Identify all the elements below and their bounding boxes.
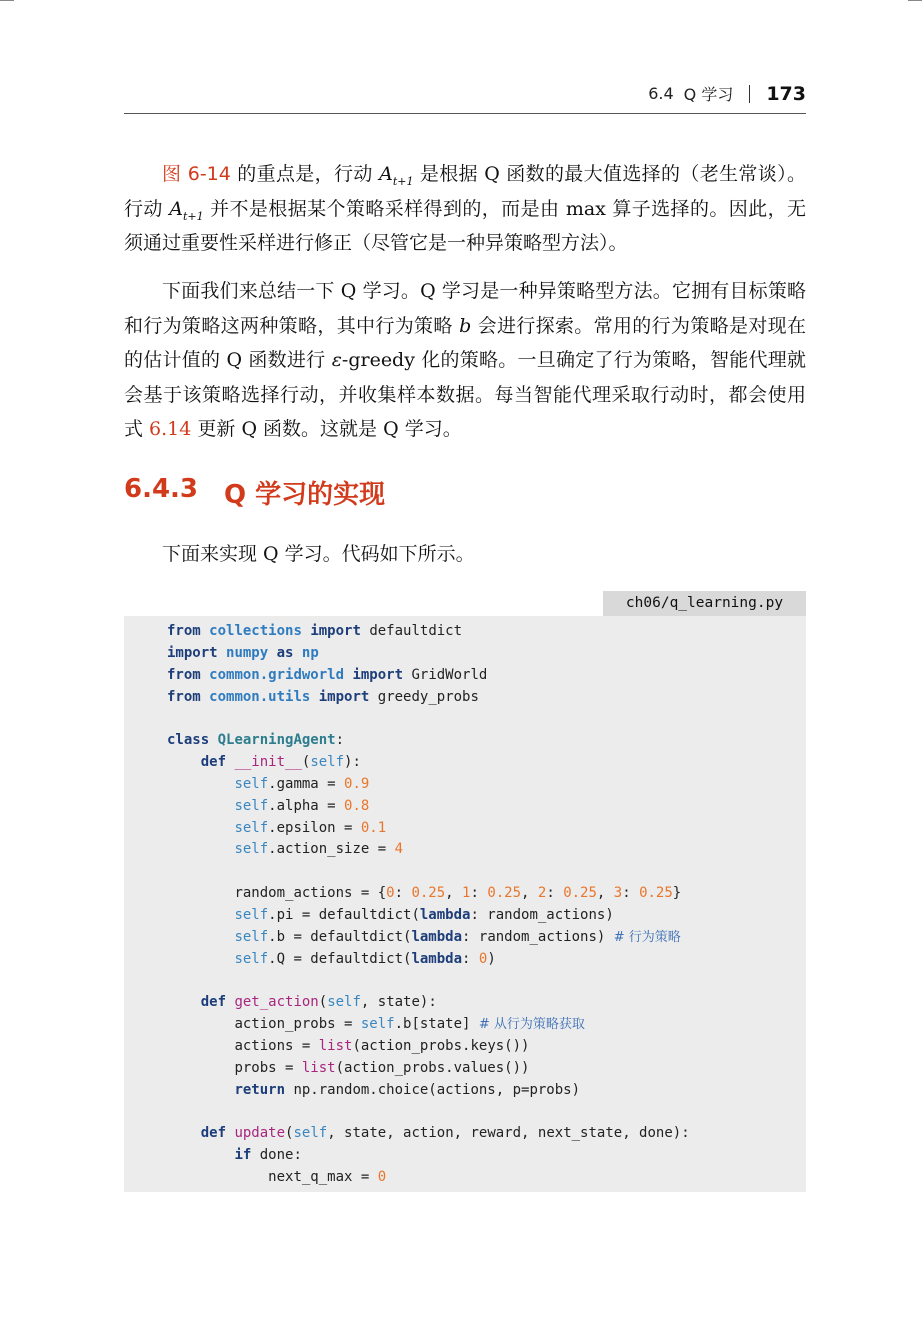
code-line: class QLearningAgent: (167, 732, 345, 749)
variable-a-2-subscript: t+1 (183, 209, 204, 223)
variable-a-2: A (169, 197, 183, 220)
paragraph-2-text-c: -greedy 化的策略。一旦确定了行为策略，智能代理就会基于该策略选择行动，并收集样本数据。每当智能代理采取行动时，都会使用式 (124, 349, 806, 440)
paragraph-2-text-a: 下面我们来总结一下 Q 学习。Q 学习是一种异策略型方法。它拥有目标策略和行为策略这两种策略，其中行为策略 (124, 280, 806, 337)
code-line: def get_action(self, state): (200, 994, 437, 1011)
paragraph-1-text-b: 是根据 Q 函数的最大值选择的（老生常谈）。行动 (124, 163, 806, 220)
variable-b: b (459, 314, 472, 337)
code-line: from collections import defaultdict (167, 623, 463, 639)
variable-a-subscript: t+1 (392, 174, 414, 188)
crop-mark-left (0, 0, 14, 1)
code-line: return np.random.choice(actions, p=probs) (234, 1081, 581, 1098)
header-section: 6.4 (648, 84, 674, 103)
header-right (648, 82, 806, 105)
code-line: def __init__(self): (200, 754, 361, 771)
code-line: probs = list(action_probs.values()) (234, 1059, 530, 1076)
code-block (167, 621, 690, 1189)
code-line: self.action_size = 4 (234, 841, 404, 858)
running-header (124, 82, 806, 112)
figure-reference[interactable]: 图 6-14 (162, 163, 231, 185)
code-line: from common.utils import greedy_probs (167, 688, 479, 705)
paragraph-3-text: 下面来实现 Q 学习。代码如下所示。 (162, 543, 475, 565)
code-line: random_actions = {0: 0.25, 1: 0.25, 2: 0.25, 3: 0.25} (234, 885, 682, 902)
paragraph-1-text-c: 并不是根据某个策略采样得到的，而是由 max 算子选择的。因此，无须通过重要性采样进行修正（尽管它是一种异策略型方法）。 (124, 197, 806, 254)
header-separator (749, 85, 750, 103)
variable-a: A (379, 163, 393, 185)
code-line: self.pi = defaultdict(lambda: random_actions) (234, 906, 614, 923)
code-line: if done: (234, 1147, 302, 1164)
page-number: 173 (766, 82, 806, 105)
paragraph-3 (124, 537, 806, 572)
paragraph-2-text-b: 会进行探索。常用的行为策略是对现在的估计值的 Q 函数进行 (124, 314, 806, 371)
paragraph-1-text-a: 的重点是，行动 (230, 163, 380, 185)
crop-mark-right (908, 0, 922, 1)
code-line: action_probs = self.b[state] # 从行为策略获取 (234, 1016, 585, 1033)
code-filename-tab: ch06/q_learning.py (603, 591, 806, 616)
code-line: self.epsilon = 0.1 (234, 819, 387, 836)
paragraph-2 (124, 274, 806, 447)
header-chapter-title: Q 学习 (683, 85, 734, 104)
code-line: self.b = defaultdict(lambda: random_actions) # 行为策略 (234, 928, 681, 945)
code-line: self.gamma = 0.9 (234, 775, 370, 792)
code-line: from common.gridworld import GridWorld (167, 666, 488, 683)
section-number: 6.4.3 (124, 474, 199, 504)
code-line: import numpy as np (167, 644, 319, 661)
header-rule (124, 113, 806, 114)
code-line: self.alpha = 0.8 (234, 797, 370, 814)
section-title: Q 学习的实现 (224, 480, 386, 510)
paragraph-2-text-d: 更新 Q 函数。这就是 Q 学习。 (191, 418, 462, 440)
paragraph-1 (124, 157, 806, 261)
code-line: def update(self, state, action, reward, next_state, done): (200, 1125, 690, 1142)
code-line: self.Q = defaultdict(lambda: 0) (234, 950, 496, 967)
variable-epsilon: ε (331, 349, 342, 371)
equation-reference[interactable]: 6.14 (149, 418, 192, 440)
code-line: actions = list(action_probs.keys()) (234, 1038, 530, 1055)
code-line: next_q_max = 0 (268, 1169, 387, 1186)
section-heading (124, 474, 385, 511)
